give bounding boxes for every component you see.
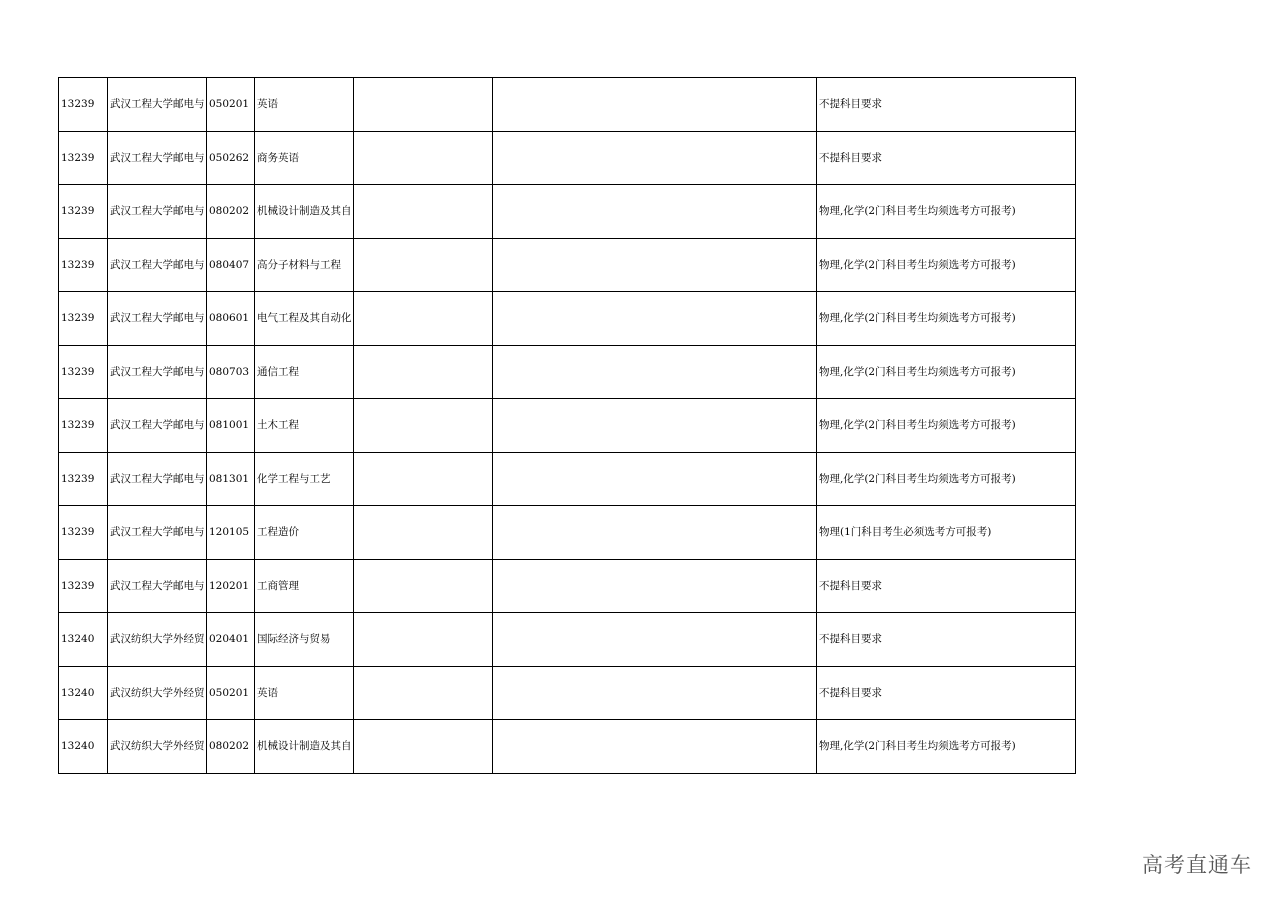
school-code-cell: 13239 bbox=[59, 506, 108, 560]
school-code-cell: 13239 bbox=[59, 131, 108, 185]
enrollment-table bbox=[58, 77, 1076, 774]
subject-requirement-cell: 物理,化学(2门科目考生均须选考方可报考) bbox=[817, 185, 1076, 239]
empty-cell bbox=[493, 185, 817, 239]
table-row bbox=[59, 238, 1076, 292]
empty-cell bbox=[354, 559, 493, 613]
empty-cell bbox=[493, 559, 817, 613]
major-code-cell: 020401 bbox=[207, 613, 255, 667]
major-name-cell: 通信工程 bbox=[255, 345, 354, 399]
empty-cell bbox=[354, 399, 493, 453]
empty-cell bbox=[354, 131, 493, 185]
empty-cell bbox=[354, 452, 493, 506]
table-body bbox=[59, 78, 1076, 774]
watermark-logo: 高考直通车 bbox=[1142, 853, 1252, 877]
major-code-cell: 080601 bbox=[207, 292, 255, 346]
subject-requirement-cell: 物理(1门科目考生必须选考方可报考) bbox=[817, 506, 1076, 560]
subject-requirement-cell: 物理,化学(2门科目考生均须选考方可报考) bbox=[817, 452, 1076, 506]
major-code-cell: 050201 bbox=[207, 78, 255, 132]
school-code-cell: 13239 bbox=[59, 559, 108, 613]
empty-cell bbox=[493, 399, 817, 453]
empty-cell bbox=[493, 345, 817, 399]
empty-cell bbox=[354, 78, 493, 132]
school-code-cell: 13239 bbox=[59, 238, 108, 292]
subject-requirement-cell: 不提科目要求 bbox=[817, 131, 1076, 185]
table-row bbox=[59, 345, 1076, 399]
empty-cell bbox=[354, 185, 493, 239]
empty-cell bbox=[493, 720, 817, 774]
empty-cell bbox=[493, 238, 817, 292]
school-code-cell: 13239 bbox=[59, 345, 108, 399]
table-row bbox=[59, 292, 1076, 346]
major-name-cell: 化学工程与工艺 bbox=[255, 452, 354, 506]
school-code-cell: 13240 bbox=[59, 720, 108, 774]
empty-cell bbox=[354, 666, 493, 720]
empty-cell bbox=[493, 78, 817, 132]
subject-requirement-cell: 物理,化学(2门科目考生均须选考方可报考) bbox=[817, 345, 1076, 399]
school-name-cell: 武汉纺织大学外经贸 bbox=[108, 720, 207, 774]
major-name-cell: 英语 bbox=[255, 666, 354, 720]
school-name-cell: 武汉工程大学邮电与 bbox=[108, 399, 207, 453]
school-name-cell: 武汉工程大学邮电与 bbox=[108, 131, 207, 185]
empty-cell bbox=[354, 613, 493, 667]
empty-cell bbox=[354, 238, 493, 292]
empty-cell bbox=[354, 292, 493, 346]
school-name-cell: 武汉工程大学邮电与 bbox=[108, 559, 207, 613]
school-code-cell: 13239 bbox=[59, 292, 108, 346]
table-row bbox=[59, 506, 1076, 560]
school-name-cell: 武汉工程大学邮电与 bbox=[108, 238, 207, 292]
table-row bbox=[59, 452, 1076, 506]
school-name-cell: 武汉工程大学邮电与 bbox=[108, 506, 207, 560]
major-name-cell: 商务英语 bbox=[255, 131, 354, 185]
major-name-cell: 工商管理 bbox=[255, 559, 354, 613]
table-row bbox=[59, 399, 1076, 453]
empty-cell bbox=[493, 292, 817, 346]
school-name-cell: 武汉纺织大学外经贸 bbox=[108, 613, 207, 667]
school-name-cell: 武汉工程大学邮电与 bbox=[108, 78, 207, 132]
major-code-cell: 120105 bbox=[207, 506, 255, 560]
major-code-cell: 081001 bbox=[207, 399, 255, 453]
table-row bbox=[59, 78, 1076, 132]
table-row bbox=[59, 613, 1076, 667]
major-code-cell: 120201 bbox=[207, 559, 255, 613]
empty-cell bbox=[493, 613, 817, 667]
subject-requirement-cell: 不提科目要求 bbox=[817, 78, 1076, 132]
empty-cell bbox=[493, 452, 817, 506]
major-code-cell: 080703 bbox=[207, 345, 255, 399]
subject-requirement-cell: 物理,化学(2门科目考生均须选考方可报考) bbox=[817, 292, 1076, 346]
empty-cell bbox=[354, 506, 493, 560]
school-code-cell: 13239 bbox=[59, 78, 108, 132]
subject-requirement-cell: 物理,化学(2门科目考生均须选考方可报考) bbox=[817, 720, 1076, 774]
school-name-cell: 武汉纺织大学外经贸 bbox=[108, 666, 207, 720]
school-code-cell: 13239 bbox=[59, 185, 108, 239]
empty-cell bbox=[493, 666, 817, 720]
major-name-cell: 国际经济与贸易 bbox=[255, 613, 354, 667]
empty-cell bbox=[354, 345, 493, 399]
major-name-cell: 工程造价 bbox=[255, 506, 354, 560]
table-row bbox=[59, 720, 1076, 774]
school-code-cell: 13239 bbox=[59, 399, 108, 453]
table-row bbox=[59, 185, 1076, 239]
table-row bbox=[59, 559, 1076, 613]
subject-requirement-cell: 不提科目要求 bbox=[817, 666, 1076, 720]
major-name-cell: 机械设计制造及其自 bbox=[255, 185, 354, 239]
school-code-cell: 13240 bbox=[59, 666, 108, 720]
school-name-cell: 武汉工程大学邮电与 bbox=[108, 452, 207, 506]
major-name-cell: 土木工程 bbox=[255, 399, 354, 453]
school-name-cell: 武汉工程大学邮电与 bbox=[108, 292, 207, 346]
major-code-cell: 080202 bbox=[207, 185, 255, 239]
major-name-cell: 机械设计制造及其自 bbox=[255, 720, 354, 774]
major-name-cell: 英语 bbox=[255, 78, 354, 132]
empty-cell bbox=[493, 131, 817, 185]
subject-requirement-cell: 不提科目要求 bbox=[817, 559, 1076, 613]
major-code-cell: 050262 bbox=[207, 131, 255, 185]
subject-requirement-cell: 物理,化学(2门科目考生均须选考方可报考) bbox=[817, 399, 1076, 453]
empty-cell bbox=[493, 506, 817, 560]
school-name-cell: 武汉工程大学邮电与 bbox=[108, 345, 207, 399]
major-code-cell: 081301 bbox=[207, 452, 255, 506]
major-name-cell: 电气工程及其自动化 bbox=[255, 292, 354, 346]
table-row bbox=[59, 131, 1076, 185]
school-code-cell: 13239 bbox=[59, 452, 108, 506]
subject-requirement-cell: 不提科目要求 bbox=[817, 613, 1076, 667]
table-row bbox=[59, 666, 1076, 720]
school-name-cell: 武汉工程大学邮电与 bbox=[108, 185, 207, 239]
school-code-cell: 13240 bbox=[59, 613, 108, 667]
major-name-cell: 高分子材料与工程 bbox=[255, 238, 354, 292]
major-code-cell: 080407 bbox=[207, 238, 255, 292]
empty-cell bbox=[354, 720, 493, 774]
major-code-cell: 050201 bbox=[207, 666, 255, 720]
subject-requirement-cell: 物理,化学(2门科目考生均须选考方可报考) bbox=[817, 238, 1076, 292]
major-code-cell: 080202 bbox=[207, 720, 255, 774]
